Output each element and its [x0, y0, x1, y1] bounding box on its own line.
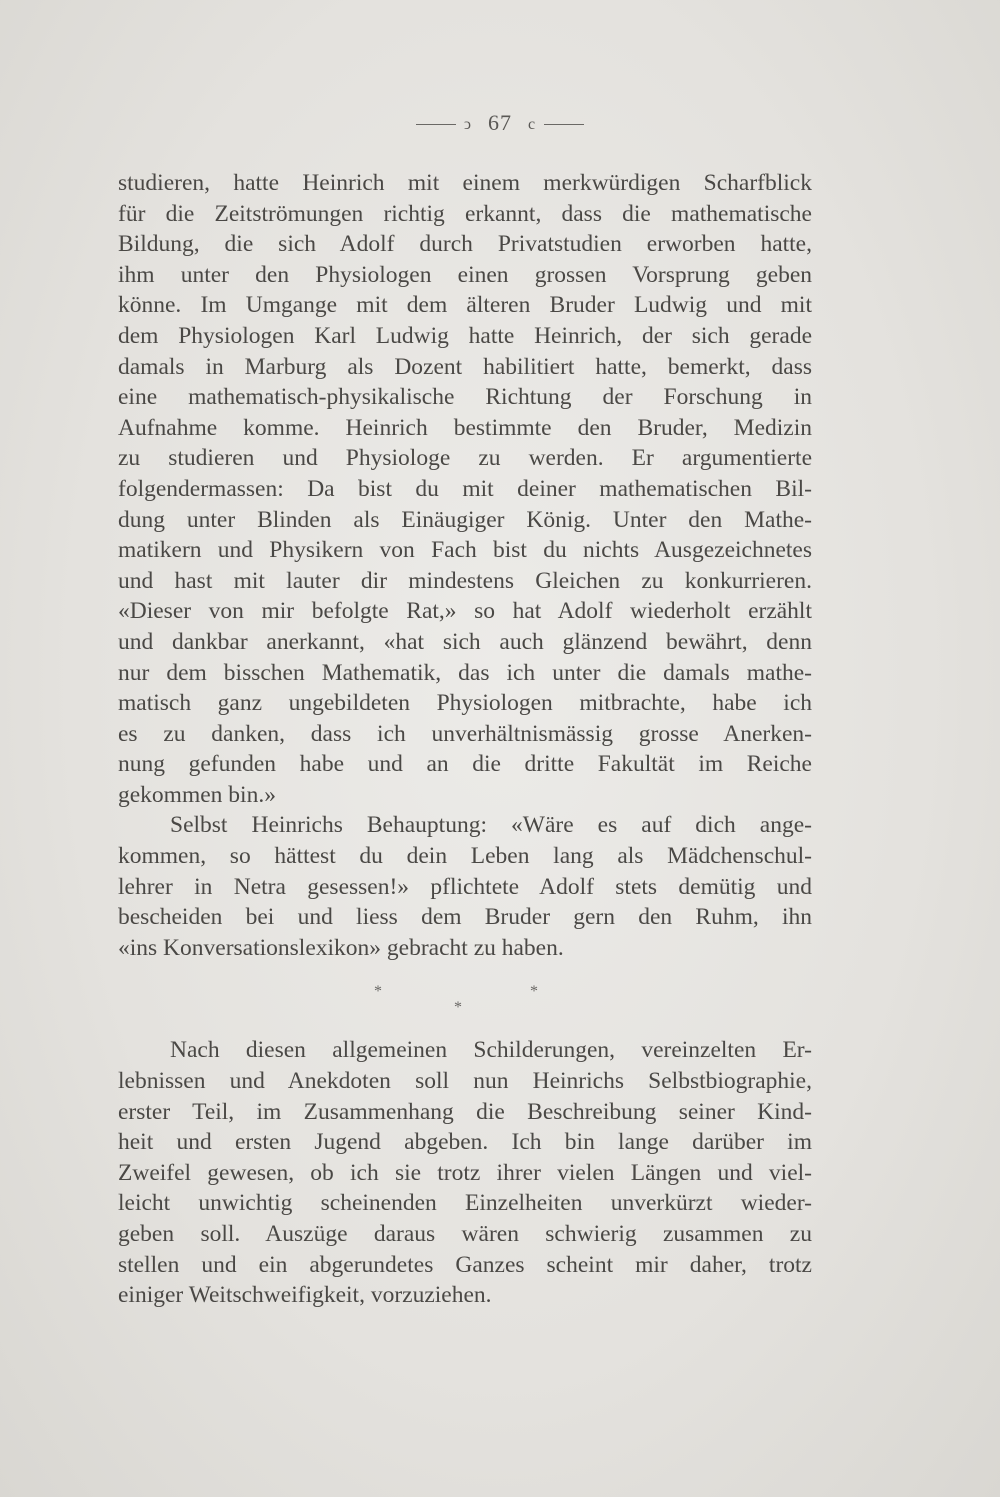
paragraph-3 — [118, 1035, 812, 1310]
header-ornament-left: ↄ — [463, 115, 472, 133]
section-separator — [118, 963, 812, 1035]
text-line: für die Zeitströmungen richtig erkannt, dass die mathematische — [118, 200, 812, 227]
text-line: matisch ganz ungebildeten Physiologen mitbrachte, habe ich — [118, 690, 812, 717]
text-line: kommen, so hättest du dein Leben lang als Mädchenschul- — [118, 843, 812, 870]
text-line: «ins Konversationslexikon» gebracht zu haben. — [118, 934, 564, 961]
text-line: studieren, hatte Heinrich mit einem merkwürdigen Scharfblick — [118, 170, 812, 196]
body-text — [118, 168, 812, 1311]
text-line: bescheiden bei und liess dem Bruder gern den Ruhm, ihn — [118, 904, 812, 931]
text-line: «Dieser von mir befolgte Rat,» so hat Adolf wiederholt erzählt — [118, 598, 812, 625]
text-line: lehrer in Netra gesessen!» pflichtete Adolf stets demütig und — [118, 873, 812, 900]
text-line: es zu danken, dass ich unverhältnismässig grosse Anerken- — [118, 720, 812, 747]
text-line: erster Teil, im Zusammenhang die Beschreibung seiner Kind- — [118, 1098, 812, 1125]
text-line: heit und ersten Jugend abgeben. Ich bin lange darüber im — [118, 1129, 812, 1156]
text-line: leicht unwichtig scheinenden Einzelheiten unverkürzt wieder- — [118, 1190, 812, 1217]
paragraph-2 — [118, 810, 812, 963]
asterism-star: * — [454, 999, 462, 1017]
text-line: und dankbar anerkannt, «hat sich auch glänzend bewährt, denn — [118, 628, 812, 655]
header-rule-right — [544, 124, 584, 125]
text-line: geben soll. Auszüge daraus wären schwierig zusammen zu — [118, 1221, 812, 1247]
page-header — [0, 110, 1000, 136]
asterism-star: * — [374, 983, 382, 1001]
text-line: matikern und Physikern von Fach bist du nichts Ausgezeichnetes — [118, 537, 812, 564]
text-line: könne. Im Umgange mit dem älteren Bruder Ludwig und mit — [118, 292, 812, 319]
text-line: Nach diesen allgemeinen Schilderungen, vereinzelten Er- — [170, 1037, 812, 1064]
asterism-star: * — [530, 983, 538, 1001]
text-line: Selbst Heinrichs Behauptung: «Wäre es auf dich ange- — [170, 812, 812, 839]
text-line: dem Physiologen Karl Ludwig hatte Heinrich, der sich gerade — [118, 322, 812, 349]
text-line: damals in Marburg als Dozent habilitiert hatte, bemerkt, dass — [118, 353, 812, 380]
text-line: Zweifel gewesen, ob ich sie trotz ihrer vielen Längen und viel- — [118, 1159, 812, 1186]
header-rule-left — [416, 124, 456, 125]
text-line: ihm unter den Physiologen einen grossen Vorsprung geben — [118, 261, 812, 288]
text-line: folgendermassen: Da bist du mit deiner mathematischen Bil- — [118, 475, 812, 502]
text-line: gekommen bin.» — [118, 781, 276, 808]
text-line: zu studieren und Physiologe zu werden. Er argumentierte — [118, 445, 812, 472]
text-line: Bildung, die sich Adolf durch Privatstudien erworben hatte, — [118, 231, 812, 258]
text-line: eine mathematisch-physikalische Richtung der Forschung in — [118, 384, 812, 411]
text-line: Aufnahme komme. Heinrich bestimmte den Bruder, Medizin — [118, 414, 812, 441]
paragraph-1 — [118, 168, 812, 810]
text-line: nur dem bisschen Mathematik, das ich unter die damals mathe- — [118, 659, 812, 686]
text-line: lebnissen und Anekdoten soll nun Heinrichs Selbstbiographie, — [118, 1068, 812, 1095]
text-line: stellen und ein abgerundetes Ganzes scheint mir daher, trotz — [118, 1251, 812, 1278]
text-line: dung unter Blinden als Einäugiger König. Unter den Mathe- — [118, 506, 812, 533]
header-ornament-right: c — [528, 115, 537, 133]
text-line: nung gefunden habe und an die dritte Fakultät im Reiche — [118, 751, 812, 778]
text-line: und hast mit lauter dir mindestens Gleichen zu konkurrieren. — [118, 567, 812, 594]
text-line: einiger Weitschweifigkeit, vorzuziehen. — [118, 1282, 492, 1309]
page-number: 67 — [488, 110, 512, 135]
